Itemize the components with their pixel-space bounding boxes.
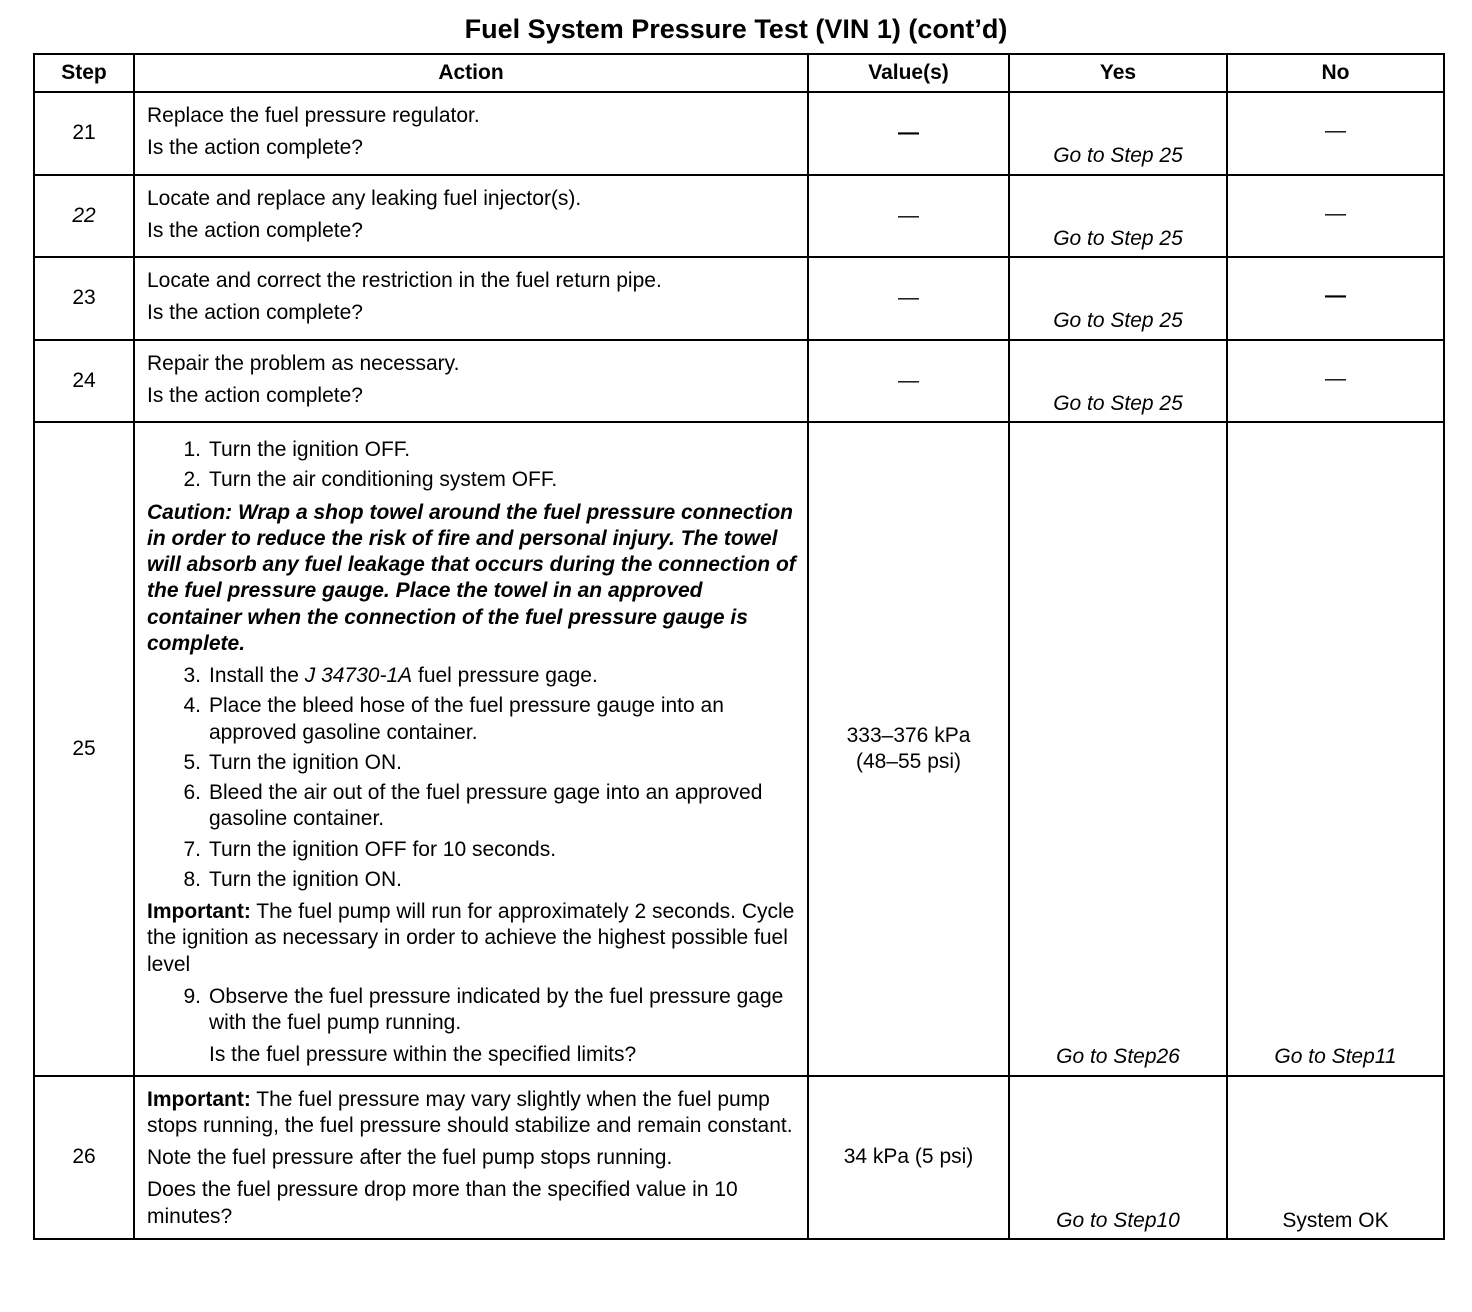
tool-number: J 34730-1A	[304, 664, 413, 687]
table-row	[34, 257, 1444, 340]
yes-outcome: Go to Step26	[1009, 422, 1227, 1076]
step-number: 25	[34, 422, 134, 1076]
action-text: Repair the problem as necessary.	[147, 351, 460, 375]
action-question: Is the action complete?	[147, 383, 363, 407]
caution-note: Caution: Wrap a shop towel around the fuel pressure connection in order to reduce the risk of fire and personal injury. The towel will absorb any fuel leakage that occurs during the connection of the fuel pressure gauge. Place the towel in an approved container when the connection of the fuel pressure gauge is complete.	[147, 500, 796, 655]
list-item	[147, 837, 797, 863]
list-number: 3.	[183, 664, 201, 687]
action-question: Is the action complete?	[147, 301, 363, 325]
list-text-part: Install the	[209, 664, 305, 687]
list-item	[147, 750, 797, 776]
action-question: Is the action complete?	[147, 218, 363, 242]
table-row	[34, 340, 1444, 423]
action-text: Locate and replace any leaking fuel injector(s).	[147, 186, 582, 210]
action-question: Is the action complete?	[147, 136, 363, 160]
yes-outcome: Go to Step 25	[1009, 257, 1227, 340]
action-cell	[134, 92, 808, 175]
value-line: (48–55 psi)	[855, 749, 962, 773]
list-item	[147, 984, 797, 1037]
procedure-list-c	[147, 984, 797, 1037]
action-cell	[134, 257, 808, 340]
value-line: 333–376 kPa	[846, 723, 971, 747]
action-cell	[134, 175, 808, 258]
value-cell: 34 kPa (5 psi)	[808, 1076, 1009, 1239]
list-number: 5.	[183, 750, 201, 774]
value-cell: —	[808, 257, 1009, 340]
list-number: 9.	[183, 984, 201, 1008]
action-question: Is the fuel pressure within the specified limits?	[209, 1043, 637, 1067]
value-cell	[808, 422, 1009, 1076]
yes-outcome: Go to Step10	[1009, 1076, 1227, 1239]
step-number: 21	[34, 92, 134, 175]
procedure-list-b	[147, 663, 797, 893]
action-cell	[134, 340, 808, 423]
list-text-part: fuel pressure gage.	[412, 664, 598, 687]
list-text	[209, 663, 797, 689]
no-outcome: —	[1227, 92, 1444, 175]
no-outcome: —	[1227, 340, 1444, 423]
no-outcome: —	[1227, 175, 1444, 258]
step-number: 23	[34, 257, 134, 340]
column-header-values: Value(s)	[808, 54, 1009, 92]
important-label: Important:	[147, 1087, 251, 1111]
list-number: 7.	[183, 837, 201, 861]
no-outcome: System OK	[1227, 1076, 1444, 1239]
value-cell: —	[808, 340, 1009, 423]
column-header-action: Action	[134, 54, 808, 92]
list-item	[147, 693, 797, 746]
list-item	[147, 437, 797, 463]
list-text: Place the bleed hose of the fuel pressure gauge into an approved gasoline container.	[209, 694, 724, 744]
step-number: 22	[34, 175, 134, 258]
list-text: Observe the fuel pressure indicated by the fuel pressure gage with the fuel pump running.	[209, 984, 784, 1034]
list-number: 8.	[183, 867, 201, 891]
list-item	[147, 867, 797, 893]
step-number: 24	[34, 340, 134, 423]
action-cell	[134, 1076, 808, 1239]
value-cell: —	[808, 92, 1009, 175]
column-header-no: No	[1227, 54, 1444, 92]
important-text: The fuel pump will run for approximately 2 seconds. Cycle the ignition as necessary in order to achieve the highest possible fuel level	[147, 900, 795, 976]
important-text: The fuel pressure may vary slightly when the fuel pump stops running, the fuel pressure should stabilize and remain constant.	[147, 1087, 793, 1137]
list-number: 4.	[183, 694, 201, 718]
yes-outcome: Go to Step 25	[1009, 175, 1227, 258]
action-question: Does the fuel pressure drop more than the specified value in 10 minutes?	[147, 1178, 738, 1228]
list-text: Turn the air conditioning system OFF.	[209, 468, 558, 492]
action-text: Note the fuel pressure after the fuel pump stops running.	[147, 1146, 673, 1169]
yes-outcome: Go to Step 25	[1009, 340, 1227, 423]
important-label: Important:	[147, 900, 251, 923]
action-cell	[134, 422, 808, 1076]
procedure-table	[33, 53, 1445, 1240]
yes-outcome: Go to Step 25	[1009, 92, 1227, 175]
step-number: 26	[34, 1076, 134, 1239]
list-text: Bleed the air out of the fuel pressure gage into an approved gasoline container.	[209, 781, 763, 831]
table-row	[34, 1076, 1444, 1239]
list-number: 6.	[183, 781, 201, 804]
no-outcome: Go to Step11	[1227, 422, 1444, 1076]
column-header-step: Step	[34, 54, 134, 92]
action-text: Locate and correct the restriction in the fuel return pipe.	[147, 269, 662, 292]
table-row	[34, 422, 1444, 1076]
list-item	[147, 663, 797, 689]
list-text: Turn the ignition ON.	[209, 750, 402, 774]
action-text: Replace the fuel pressure regulator.	[147, 104, 480, 127]
value-cell: —	[808, 175, 1009, 258]
procedure-list-a	[147, 437, 797, 494]
column-header-yes: Yes	[1009, 54, 1227, 92]
important-note	[147, 1087, 797, 1140]
table-row	[34, 175, 1444, 258]
no-outcome: —	[1227, 257, 1444, 340]
list-text: Turn the ignition OFF for 10 seconds.	[209, 837, 557, 861]
table-row	[34, 92, 1444, 175]
list-text: Turn the ignition OFF.	[209, 438, 411, 461]
list-number: 1.	[183, 438, 201, 461]
list-item	[147, 780, 797, 833]
table-header-row	[34, 54, 1444, 92]
list-text: Turn the ignition ON.	[209, 867, 402, 891]
important-note	[147, 899, 797, 978]
page-title: Fuel System Pressure Test (VIN 1) (cont’d)	[464, 14, 1008, 44]
list-item	[147, 467, 797, 493]
list-number: 2.	[183, 468, 201, 492]
